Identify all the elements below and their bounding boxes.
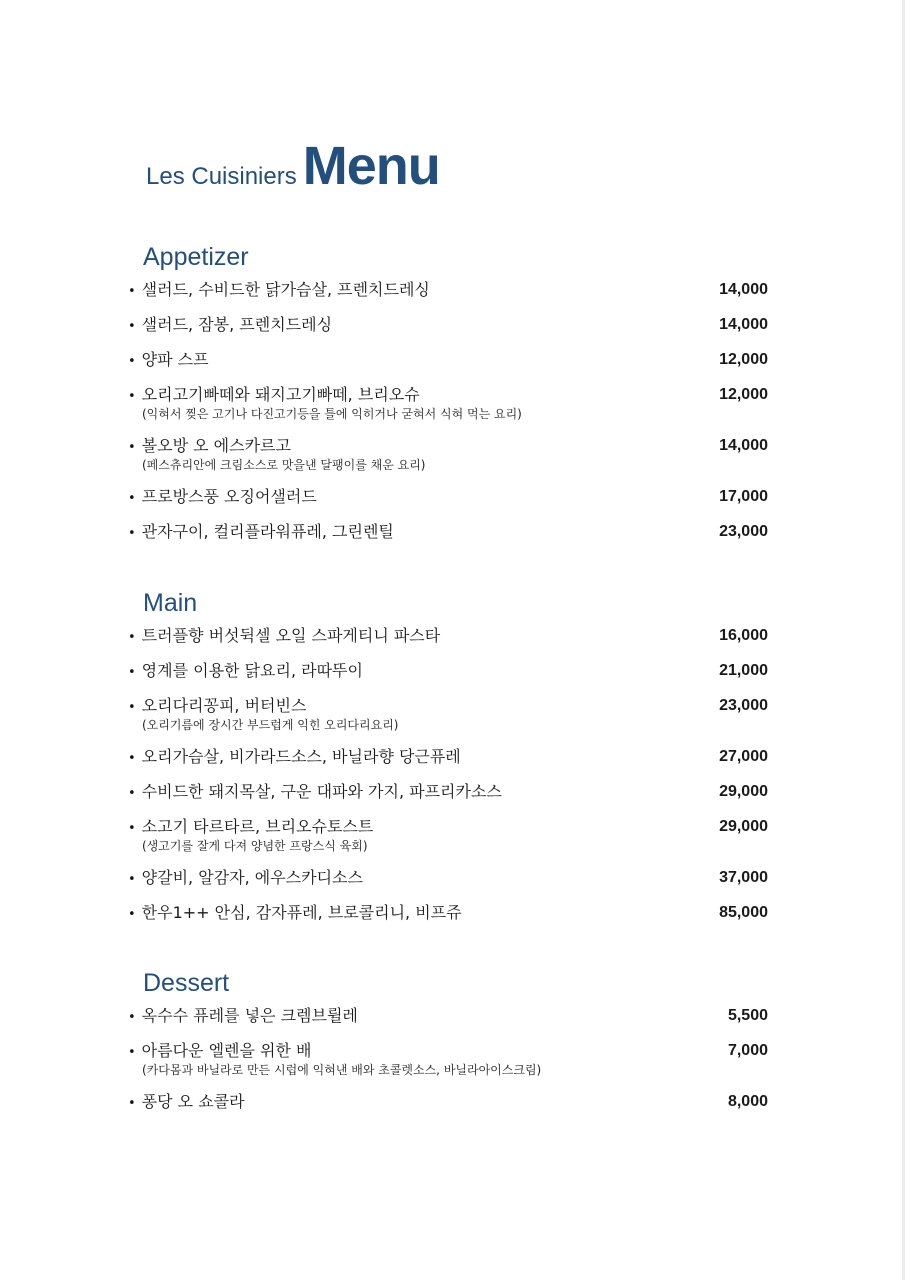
item-name: • 오리가슴살, 비가라드소스, 바닐라향 당근퓨레	[128, 745, 461, 770]
item-price: 5,500	[727, 1007, 768, 1024]
section-title: Appetizer	[143, 243, 249, 271]
item-name: • 옥수수 퓨레를 넣은 크렘브륄레	[128, 1004, 358, 1029]
item-name: • 양갈비, 알감자, 에우스카디소스	[128, 866, 363, 891]
section-title: Main	[143, 589, 198, 617]
menu-header	[146, 135, 440, 197]
item-name: • 한우1++ 안심, 감자퓨레, 브로콜리니, 비프쥬	[128, 901, 462, 926]
item-price: 85,000	[719, 904, 768, 921]
item-price: 7,000	[727, 1042, 768, 1059]
item-description: (카다몸과 바닐라로 만든 시럽에 익혀낸 배와 초콜렛소스, 바닐라아이스크림)	[142, 1063, 542, 1077]
menu-item	[128, 313, 768, 336]
menu-item	[128, 780, 768, 803]
restaurant-name: Les Cuisiniers	[146, 163, 297, 190]
item-name: • 오리다리꽁피, 버터빈스	[128, 694, 306, 719]
menu-item	[128, 901, 768, 924]
item-name: • 관자구이, 컬리플라워퓨레, 그린렌틸	[128, 520, 394, 545]
item-price: 23,000	[719, 523, 768, 540]
menu-item	[128, 1039, 768, 1078]
item-price: 12,000	[719, 351, 768, 368]
menu-item	[128, 815, 768, 854]
menu-title: Menu	[302, 136, 440, 196]
menu-item	[128, 745, 768, 768]
section-dessert	[128, 970, 768, 1125]
item-price: 21,000	[719, 662, 768, 679]
menu-item	[128, 485, 768, 508]
item-price: 27,000	[719, 748, 768, 765]
item-name: • 오리고기빠떼와 돼지고기빠떼, 브리오슈	[128, 383, 420, 408]
item-name: • 퐁당 오 쇼콜라	[128, 1090, 245, 1115]
item-description: (페스츄리안에 크림소스로 맛을낸 달팽이를 채운 요리)	[142, 458, 426, 472]
item-price: 37,000	[719, 869, 768, 886]
menu-item	[128, 348, 768, 371]
item-description: (오리기름에 장시간 부드럽게 익힌 오리다리요리)	[142, 718, 399, 732]
section-appetizer	[128, 244, 768, 555]
item-price: 14,000	[719, 281, 768, 298]
menu-item	[128, 1090, 768, 1113]
item-price: 17,000	[719, 488, 768, 505]
menu-item	[128, 434, 768, 473]
menu-item	[128, 278, 768, 301]
item-name: • 프로방스풍 오징어샐러드	[128, 485, 317, 510]
section-main	[128, 590, 768, 936]
menu-item	[128, 383, 768, 422]
item-price: 12,000	[719, 386, 768, 403]
menu-item	[128, 694, 768, 733]
item-price: 14,000	[719, 316, 768, 333]
item-name: • 수비드한 돼지목살, 구운 대파와 가지, 파프리카소스	[128, 780, 502, 805]
menu-item	[128, 866, 768, 889]
item-description: (익혀서 찢은 고기나 다진고기등을 틀에 익히거나 굳혀서 식혀 먹는 요리)	[142, 407, 522, 421]
menu-item	[128, 659, 768, 682]
item-name: • 영계를 이용한 닭요리, 라따뚜이	[128, 659, 363, 684]
item-description: (생고기를 잘게 다져 양념한 프랑스식 육회)	[142, 839, 368, 853]
section-title: Dessert	[143, 969, 230, 997]
item-name: • 소고기 타르타르, 브리오슈토스트	[128, 815, 373, 840]
item-name: • 양파 스프	[128, 348, 209, 373]
item-price: 16,000	[719, 627, 768, 644]
item-price: 8,000	[727, 1093, 768, 1110]
item-price: 29,000	[719, 783, 768, 800]
item-name: • 트러플향 버섯뒥셀 오일 스파게티니 파스타	[128, 624, 440, 649]
item-name: • 볼오방 오 에스카르고	[128, 434, 291, 459]
item-name: • 아름다운 엘렌을 위한 배	[128, 1039, 312, 1064]
menu-item	[128, 1004, 768, 1027]
menu-item	[128, 624, 768, 647]
item-name: • 샐러드, 수비드한 닭가슴살, 프렌치드레싱	[128, 278, 430, 303]
item-price: 14,000	[719, 437, 768, 454]
item-price: 23,000	[719, 697, 768, 714]
item-name: • 샐러드, 잠봉, 프렌치드레싱	[128, 313, 332, 338]
item-price: 29,000	[719, 818, 768, 835]
menu-item	[128, 520, 768, 543]
